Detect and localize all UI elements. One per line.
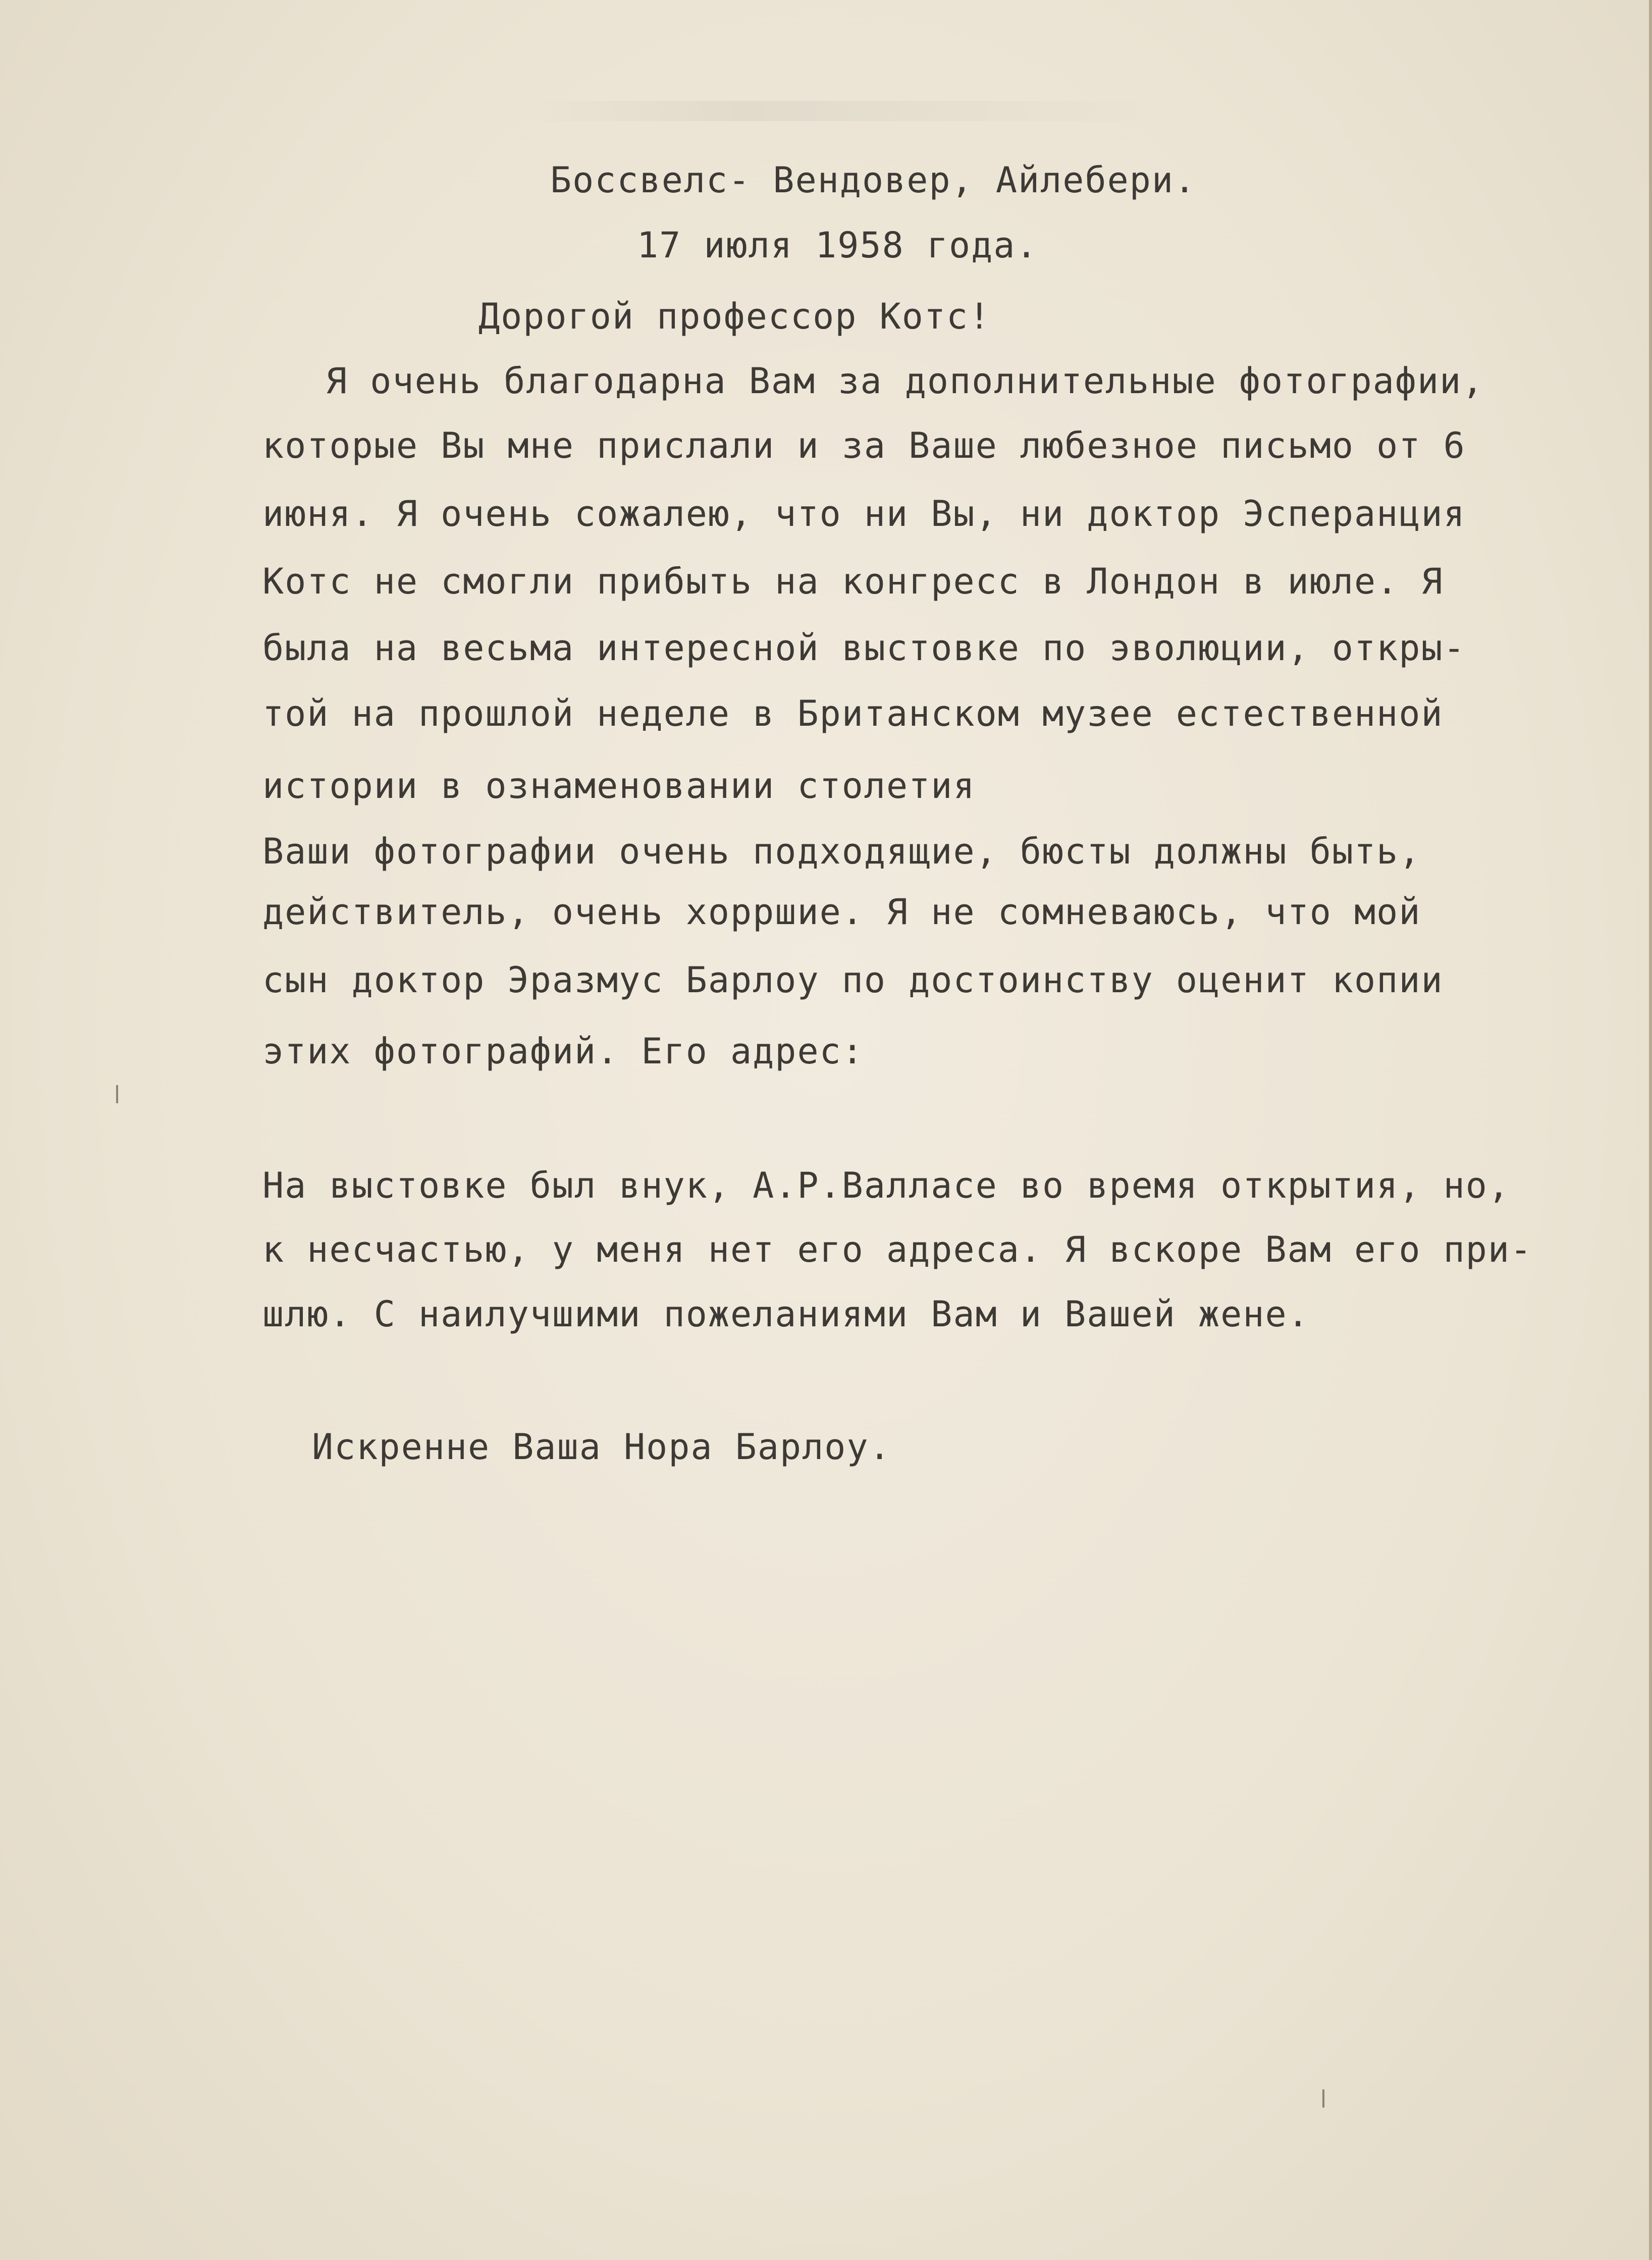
letter-date: 17 июля 1958 года. — [637, 225, 1038, 266]
body-line: На выстовке был внук, А.Р.Валласе во время открытия, но, — [262, 1165, 1511, 1206]
margin-tick — [116, 1085, 118, 1103]
body-line: истории в ознаменовании столетия — [262, 765, 976, 806]
body-line: Котс не смогли прибыть на конгресс в Лондон в июле. Я — [262, 561, 1444, 602]
body-line: действитель, очень хорршие. Я не сомневаюсь, что мой — [262, 891, 1421, 933]
letter-salutation: Дорогой профессор Котс! — [478, 296, 991, 337]
body-line: которые Вы мне прислали и за Ваше любезное письмо от 6 — [262, 425, 1466, 466]
body-line: этих фотографий. Его адрес: — [262, 1031, 864, 1072]
body-line: июня. Я очень сожалею, что ни Вы, ни доктор Эсперанция — [262, 493, 1466, 534]
body-line: была на весьма интересной выстовке по эволюции, откры- — [262, 627, 1466, 669]
faded-typed-line — [525, 101, 1176, 121]
bottom-tick — [1322, 2089, 1324, 2108]
letter-address: Боссвелс- Вендовер, Айлебери. — [550, 159, 1197, 201]
body-line: той на прошлой неделе в Британском музее естественной — [262, 693, 1444, 734]
letter-closing: Искренне Ваша Нора Барлоу. — [312, 1426, 891, 1468]
body-line: Я очень благодарна Вам за дополнительные фотографии, — [326, 360, 1484, 402]
body-line: шлю. С наилучшими пожеланиями Вам и Вашей жене. — [262, 1294, 1310, 1335]
body-line: Ваши фотографии очень подходящие, бюсты должны быть, — [262, 831, 1421, 872]
body-line: сын доктор Эразмус Барлоу по достоинству оценит копии — [262, 959, 1444, 1001]
body-line: к несчастью, у меня нет его адреса. Я вскоре Вам его при- — [262, 1229, 1533, 1270]
